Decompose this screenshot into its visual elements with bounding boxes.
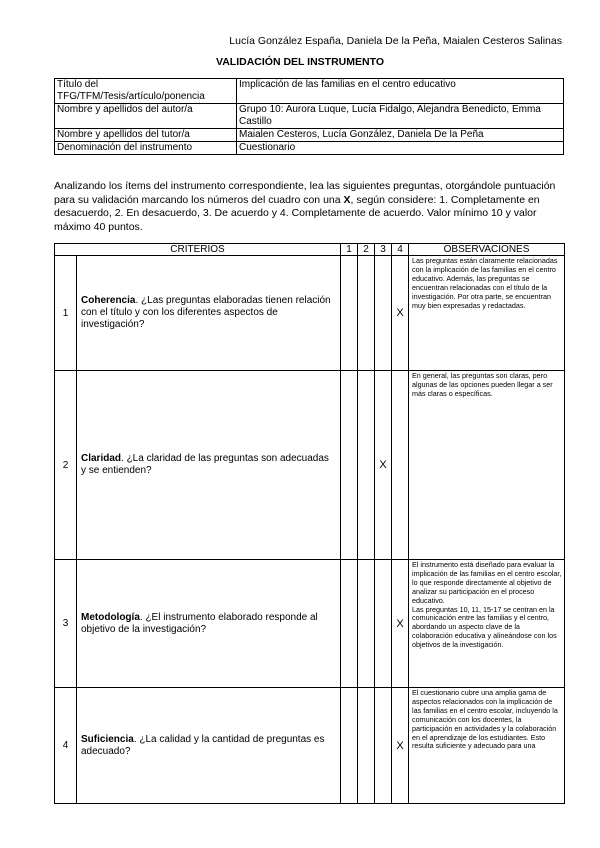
instructions-paragraph [54,180,564,234]
criteria-table [54,243,565,804]
info-value: Grupo 10: Aurora Luque, Lucía Fidalgo, Alejandra Benedicto, Emma Castillo [237,104,564,129]
header-score-3: 3 [375,244,392,256]
score-cell-3[interactable] [375,560,392,688]
score-cell-2[interactable] [358,371,375,560]
instructions-text-1: Analizando los ítems del instrumento correspondiente, lea las siguientes preguntas, otorgándole puntuación para su validación marcando los números del cuadro con una [54,180,556,206]
score-cell-4[interactable]: X [392,560,409,688]
score-cell-4[interactable]: X [392,688,409,804]
instructions-text-2: , según considere: 1. Completamente en desacuerdo, 2. En desacuerdo, 3. De acuerdo y 4. Completamente de acuerdo. Valor mínimo 10 y valor máximo 40 puntos. [54,193,540,233]
score-cell-4[interactable]: X [392,256,409,371]
criteria-row [55,371,565,560]
criterion-number: 1 [55,256,77,371]
observation-cell [409,560,565,688]
header-score-1: 1 [341,244,358,256]
score-cell-1[interactable] [341,256,358,371]
observation-cell: Las preguntas están claramente relacionadas con la implicación de las familias en el centro educativo. Además, las preguntas se encuentran relacionadas con el título de la investigación. Por otra parte, se encuentran muy bien expresadas y redactadas. [409,256,565,371]
info-row [55,79,564,104]
info-key: Nombre y apellidos del autor/a [55,104,237,129]
info-value: Cuestionario [237,142,564,155]
criterion-number: 3 [55,560,77,688]
criterion-text [77,688,341,804]
criterion-text [77,256,341,371]
info-value: Maialen Cesteros, Lucía González, Daniela De la Peña [237,129,564,142]
criterion-name: Suficiencia [81,733,134,745]
criteria-header-row [55,244,565,256]
score-cell-1[interactable] [341,371,358,560]
observation-cell: El cuestionario cubre una amplia gama de aspectos relacionados con la implicación de las familias en el centro escolar, incluyendo la comunicación con los docentes, la participación en actividades y la colaboración en el aprendizaje de los estudiantes. Esto resulta suficiente y adecuado para una [409,688,565,804]
criterion-question: . ¿El instrumento elaborado responde al objetivo de la investigación? [81,611,318,635]
info-value: Implicación de las familias en el centro educativo [237,79,564,104]
criteria-row [55,560,565,688]
header-score-4: 4 [392,244,409,256]
criterion-question: . ¿Las preguntas elaboradas tienen relación con el título y con los diferentes aspectos de investigación? [81,295,331,330]
score-cell-3[interactable] [375,688,392,804]
criterion-name: Claridad [81,453,122,464]
score-cell-1[interactable] [341,560,358,688]
info-row [55,104,564,129]
score-cell-3[interactable] [375,256,392,371]
header-observaciones: OBSERVACIONES [409,244,565,256]
info-row [55,129,564,142]
criteria-row [55,688,565,804]
score-cell-2[interactable] [358,688,375,804]
observation-text: El instrumento está diseñado para evaluar la implicación de las familias en el centro escolar, lo que responde directamente al objetivo de analizar su participación en el proceso educativo. [412,560,562,605]
score-cell-3[interactable]: X [375,371,392,560]
info-key: Nombre y apellidos del tutor/a [55,129,237,142]
info-key: Título del TFG/TFM/Tesis/artículo/ponencia [55,79,237,104]
criterion-question: . ¿La calidad y la cantidad de preguntas es adecuado? [81,733,325,757]
header-score-2: 2 [358,244,375,256]
score-cell-4[interactable] [392,371,409,560]
score-cell-2[interactable] [358,560,375,688]
criterion-text [77,371,341,560]
criteria-row [55,256,565,371]
criterion-name: Metodología [81,611,140,623]
instructions-mark: X [343,193,351,206]
header-criterios: CRITERIOS [55,244,341,256]
observation-cell: En general, las preguntas son claras, pero algunas de las opciones pueden llegar a ser más claras o específicas. [409,371,565,560]
criterion-number: 2 [55,371,77,560]
document-title: VALIDACIÓN DEL INSTRUMENTO [215,56,384,68]
criterion-question: . ¿La claridad de las preguntas son adecuadas y se entienden? [81,453,329,476]
criterion-name: Coherencia [81,295,136,306]
criterion-number: 4 [55,688,77,804]
info-key: Denominación del instrumento [55,142,237,155]
criterion-text [77,560,341,688]
info-table [54,78,564,155]
info-row [55,142,564,155]
score-cell-2[interactable] [358,256,375,371]
score-cell-1[interactable] [341,688,358,804]
observation-text-2: Las preguntas 10, 11, 15-17 se centran en la comunicación entre las familias y el centro, abordando un aspecto clave de la colaboración educativa y alineándose con los objetivos de la investigación. [412,604,557,650]
authors-line: Lucía González España, Daniela De la Peña, Maialen Cesteros Salinas [229,35,562,47]
